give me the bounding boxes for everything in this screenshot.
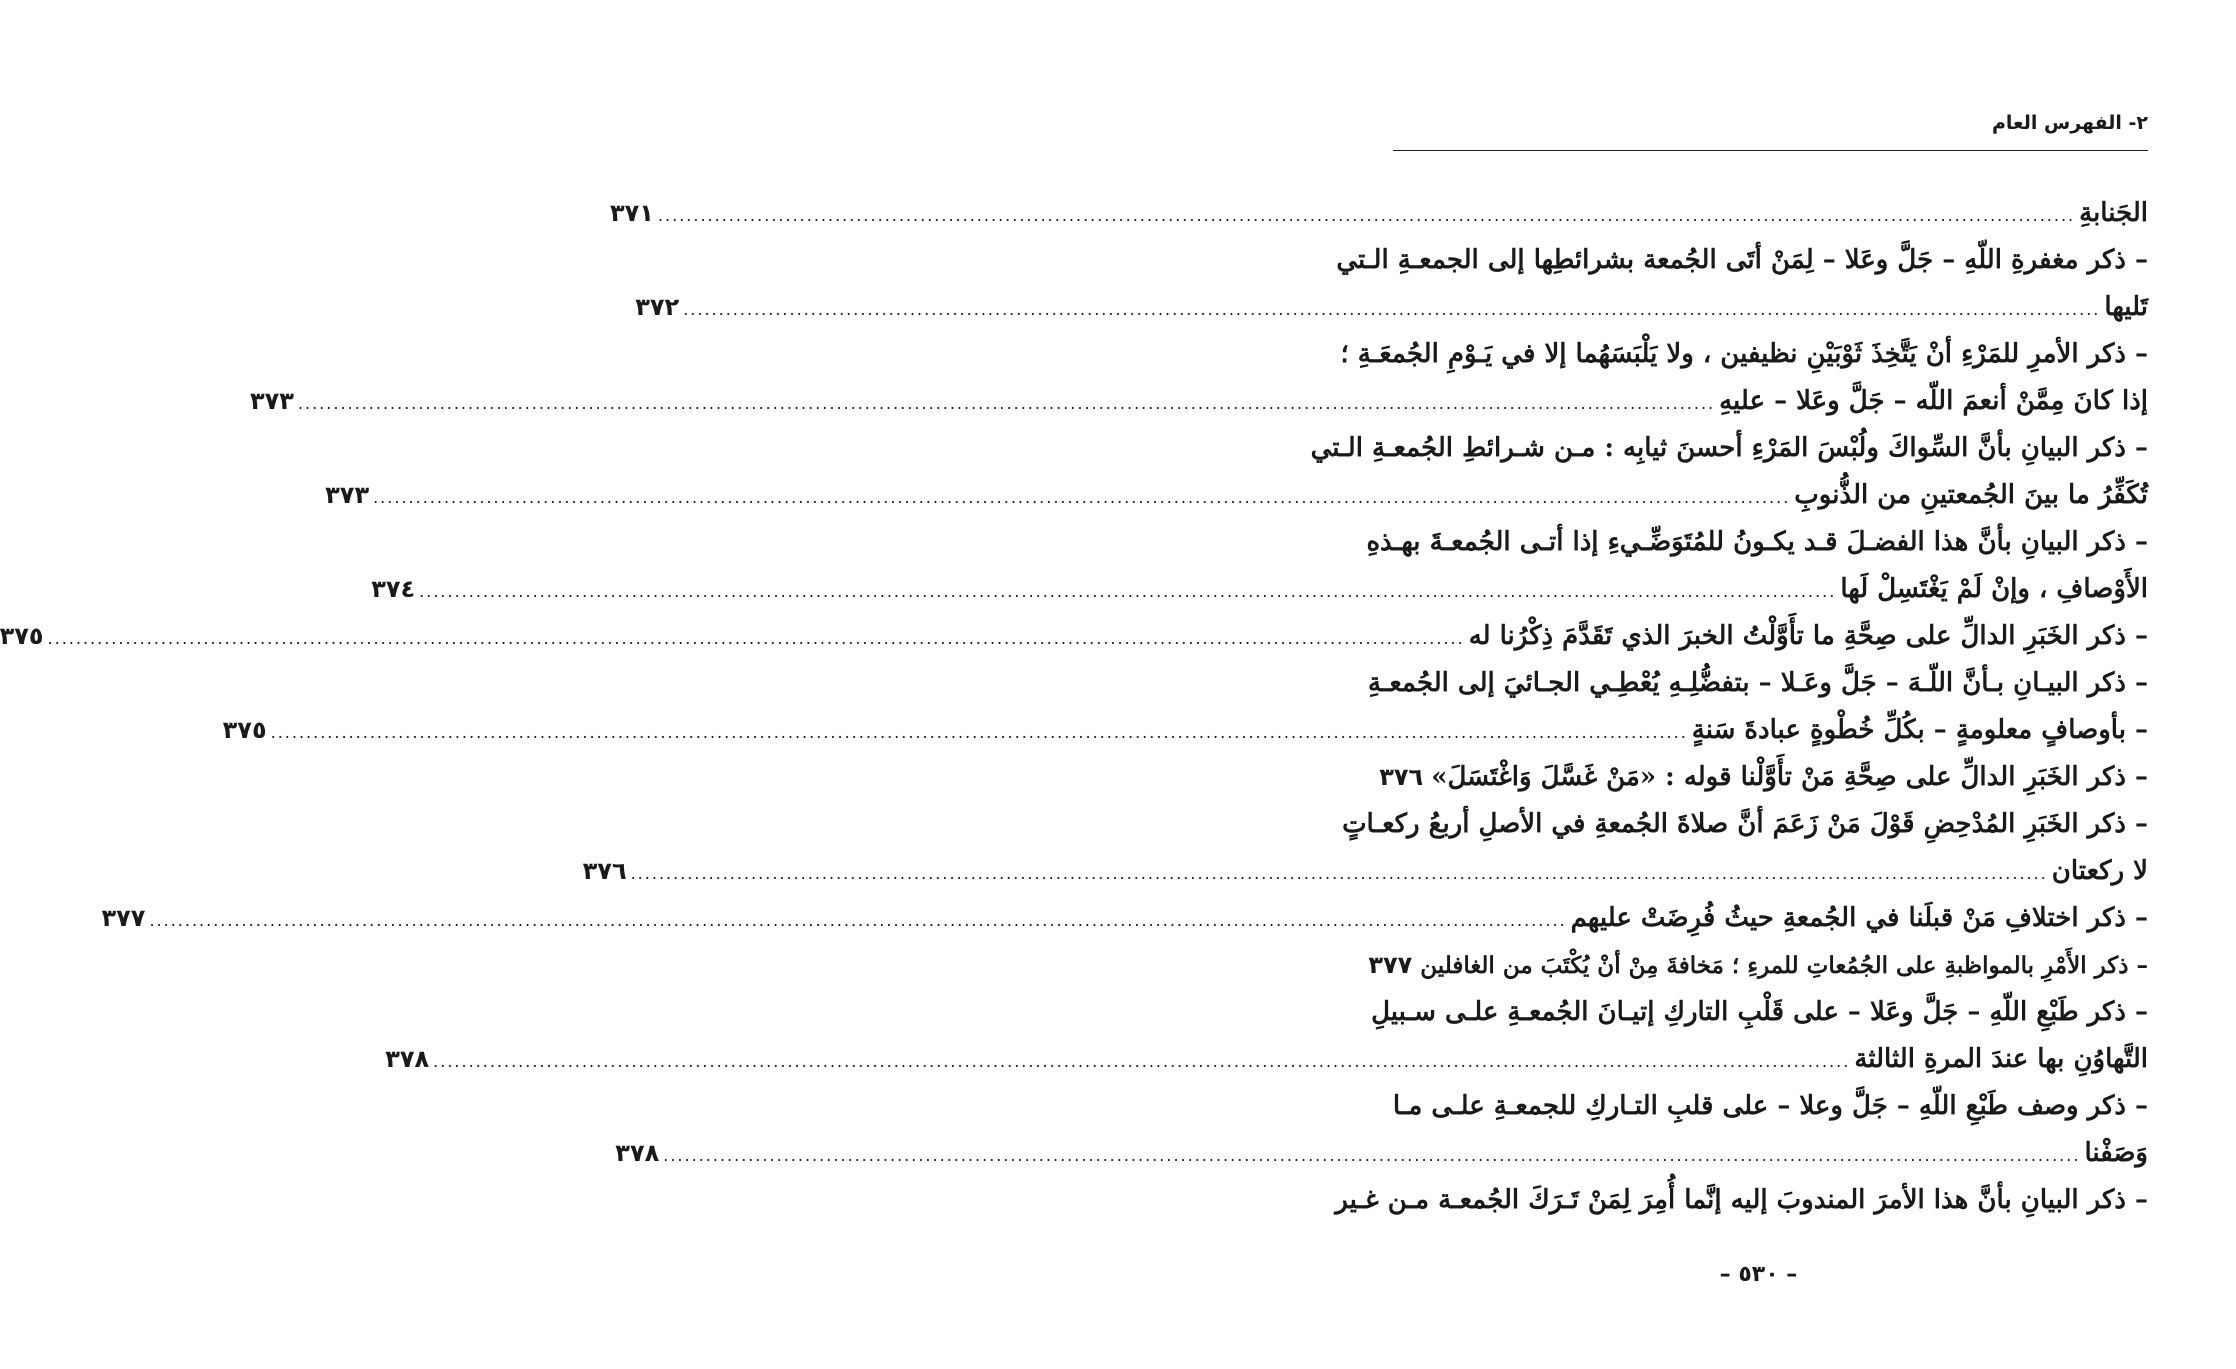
dot-leader: ........................................................................................................................................................................................................: [663, 1146, 2081, 1165]
index-line: [1310, 425, 2148, 472]
dot-leader: ........................................................................................................................................................................................................: [270, 723, 1688, 742]
index-line: [609, 190, 2148, 237]
dot-leader: ........................................................................................................................................................................................................: [297, 394, 1716, 413]
entry-page-number: ٣٧٣: [325, 481, 370, 509]
dot-leader: ........................................................................................................................................................................................................: [149, 911, 1567, 930]
index-line: [101, 895, 2148, 942]
dot-leader: ........................................................................................................................................................................................................: [433, 1052, 1851, 1071]
entry-text: – ذكر الأَمْرِ بالمواظبةِ على الجُمُعاتِ للمرءِ ؛ مَخافةَ مِنْ أنْ يُكْتَبَ من الغافلين: [1420, 952, 2148, 979]
index-line: [0, 613, 2148, 660]
entry-text: – ذكر مغفرةِ اللّهِ – جَلَّ وعَلا – لِمَنْ أتَى الجُمعة بشرائطِها إلى الجمعـةِ الـتي: [1336, 245, 2148, 275]
page-number: – ٥٣٠ –: [1719, 1262, 1798, 1287]
entry-text: – ذكر طَبْعِ اللّهِ – جَلَّ وعَلا – على قَلْبِ التاركِ إتيـانَ الجُمعـةِ علـى سـبيلِ: [1371, 997, 2148, 1027]
index-line: [1393, 1083, 2148, 1130]
index-line: [1371, 989, 2148, 1036]
entry-text: – بأوصافٍ معلومةٍ – بكُلِّ خُطْوةٍ عبادةَ سَنةٍ: [1691, 715, 2148, 745]
entry-text: – ذكر الخَبَرِ الدالِّ على صِحَّةِ ما تأَوَّلْتُ الخبرَ الذي تَقَدَّمَ ذِكْرُنا له: [1468, 621, 2148, 651]
entry-text: الجَنابةِ: [2079, 198, 2148, 228]
dot-leader: ........................................................................................................................................................................................................: [683, 300, 2101, 319]
entry-page-number: ٣٧٦: [582, 857, 627, 885]
dot-leader: ........................................................................................................................................................................................................: [419, 582, 1837, 601]
entry-page-number: ٣٧٤: [371, 575, 416, 603]
entry-page-number: ٣٧٨: [615, 1139, 660, 1167]
entry-page-number: ٣٧٢: [635, 293, 680, 321]
entry-text: – ذكر البيانِ بأنَّ السِّواكَ ولُبْسَ المَرْءِ أحسنَ ثيابِه : مـن شـرائطِ الجُمعـةِ الـتي: [1310, 433, 2148, 463]
entry-page-number: ٣٧٧: [101, 904, 146, 932]
entry-text: – ذكر الخَبَرِ المُدْحِضِ قَوْلَ مَنْ زَعَمَ أنَّ صلاةَ الجُمعةِ في الأصلِ أربعُ ركعـاتٍ: [1342, 809, 2148, 839]
index-line: [1340, 331, 2148, 378]
entry-text: إذا كانَ مِمَّنْ أنعمَ اللّه – جَلَّ وعَلا – عليهِ: [1719, 386, 2148, 416]
entry-text: تَليها: [2104, 292, 2148, 322]
index-line: [1366, 519, 2148, 566]
running-header-title: ٢- الفهرس العام: [1991, 112, 2148, 134]
dot-leader: ........................................................................................................................................................................................................: [657, 206, 2076, 225]
index-line: [582, 848, 2148, 895]
dot-leader: ........................................................................................................................................................................................................: [373, 488, 1791, 507]
index-line: [1368, 942, 2148, 989]
entry-text: – ذكر البيـانِ بـأنَّ اللّـهَ – جَلَّ وعَـلا – بتفضُّلِـهِ يُعْطِـي الجـائيَ إلى الجُمعـةِ: [1367, 668, 2148, 698]
entry-text: – ذكر الخَبَرِ الدالِّ على صِحَّةِ مَنْ تأَوَّلْنا قوله : «مَنْ غَسَّلَ وَاغْتَسَلَ»: [1431, 762, 2148, 792]
index-entries: [0, 190, 2148, 1224]
entry-page-number: ٣٧٧: [1368, 951, 1413, 979]
index-line: [615, 1130, 2148, 1177]
index-line: [1335, 1177, 2148, 1224]
entry-text: الأَوْصافِ ، وإنْ لَمْ يَغْتَسِلْ لَها: [1840, 574, 2148, 604]
entry-page-number: ٣٧٥: [222, 716, 267, 744]
dot-leader: ........................................................................................................................................................................................................: [630, 864, 2048, 883]
index-line: [635, 284, 2148, 331]
index-line: [1336, 237, 2148, 284]
entry-page-number: ٣٧٥: [0, 622, 44, 650]
index-line: [325, 472, 2148, 519]
entry-page-number: ٣٧١: [609, 199, 654, 227]
entry-page-number: ٣٧٣: [249, 387, 294, 415]
index-line: [1367, 660, 2148, 707]
entry-text: – ذكر البيانِ بأنَّ هذا الأمرَ المندوبَ إليه إنَّما أُمِرَ لِمَنْ تَـرَكَ الجُمعـة مـن غـير: [1335, 1185, 2148, 1215]
entry-text: – ذكر الأمرِ للمَرْءِ أنْ يَتَّخِذَ ثَوْبَيْنِ نظيفين ، ولا يَلْبَسَهُما إلا في يَـوْمِ الجُمعَـةِ ؛: [1340, 339, 2148, 369]
index-line: [249, 378, 2148, 425]
entry-text: لا ركعتان: [2051, 856, 2148, 886]
entry-page-number: ٣٧٦: [1379, 763, 1424, 791]
entry-text: – ذكر وصف طَبْعِ اللّهِ – جَلَّ وعلا – على قلبِ التـاركِ للجمعـةِ علـى مـا: [1392, 1091, 2148, 1121]
index-line: [1379, 754, 2148, 801]
entry-text: – ذكر اختلافِ مَنْ قبلَنا في الجُمعةِ حيثُ فُرِضَتْ عليهم: [1570, 903, 2148, 933]
entry-text: تُكَفِّرُ ما بينَ الجُمعتينِ من الذُّنوبِ: [1794, 480, 2148, 510]
dot-leader: ........................................................................................................................................................................................................: [47, 629, 1465, 648]
header-rule: [1393, 150, 2148, 151]
entry-text: وَصَفْنا: [2084, 1138, 2148, 1168]
index-line: [1342, 801, 2148, 848]
index-line: [385, 1036, 2148, 1083]
entry-text: التَّهاوُنِ بها عندَ المرةِ الثالثة: [1854, 1044, 2148, 1074]
entry-page-number: ٣٧٨: [385, 1045, 430, 1073]
index-line: [222, 707, 2148, 754]
entry-text: – ذكر البيانِ بأنَّ هذا الفضـلَ قـد يكـونُ للمُتَوَضِّـيءِ إذا أتـى الجُمعـةَ بهـذهِ: [1366, 527, 2148, 557]
index-line: [371, 566, 2148, 613]
